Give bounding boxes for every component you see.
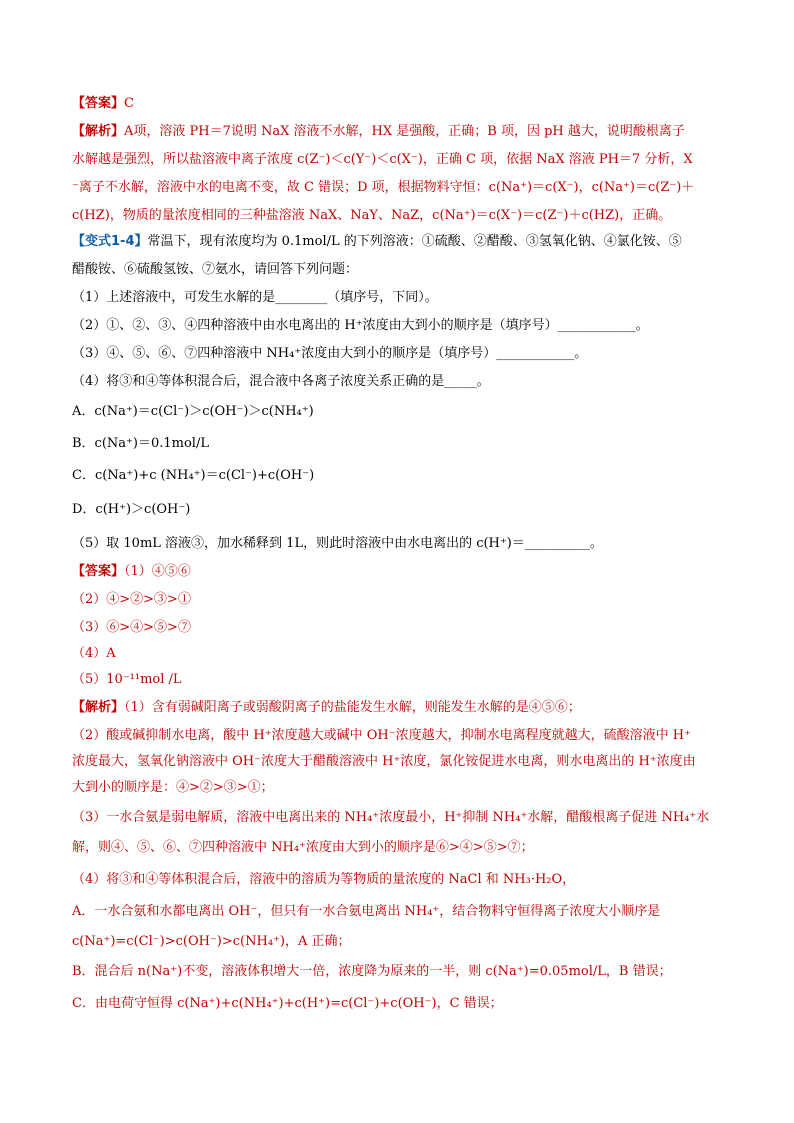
analysis2-line-2: （2）酸或碱抑制水电离，酸中 H⁺浓度越大或碱中 OH⁻浓度越大，抑制水电离程度就越大，硫酸溶液中 H⁺: [72, 728, 691, 743]
analysis2-line-6: 解，则④、⑤、⑥、⑦四种溶液中 NH₄⁺浓度由大到小的顺序是⑥>④>⑤>⑦；: [72, 840, 534, 855]
analysis2-line-11: C．由电荷守恒得 c(Na⁺)+c(NH₄⁺)+c(H⁺)=c(Cl⁻)+c(OH⁻)，C 错误；: [72, 996, 503, 1011]
analysis2-text-1: （1）含有弱碱阳离子或弱酸阴离子的盐能发生水解，则能发生水解的是④⑤⑥；: [124, 700, 581, 715]
answer-3: （3）⑥>④>⑤>⑦: [72, 620, 191, 635]
option-c: C．c(Na⁺)+c (NH₄⁺)＝c(Cl⁻)+c(OH⁻): [72, 468, 315, 483]
variant-stem-text-1: 常温下，现有浓度均为 0.1mol/L 的下列溶液：①硫酸、②醋酸、③氢氧化钠、④氯化铵、⑤: [147, 234, 682, 249]
analysis2-label: 【解析】: [72, 700, 125, 715]
answers-line-1: [72, 562, 722, 582]
question-3: （3）④、⑤、⑥、⑦四种溶液中 NH₄⁺浓度由大到小的顺序是（填序号）____________。: [72, 346, 588, 361]
analysis-line-3: ⁻离子不水解，溶液中水的电离不变，故 C 错误；D 项，根据物料守恒：c(Na⁺)＝c(X⁻)，c(Na⁺)＝c(Z⁻)＋: [72, 180, 695, 195]
question-2: （2）①、②、③、④四种溶液中由水电离出的 H⁺浓度由大到小的顺序是（填序号）____________。: [72, 318, 649, 333]
option-a: A．c(Na⁺)＝c(Cl⁻)＞c(OH⁻)＞c(NH₄⁺): [72, 404, 314, 419]
analysis2-line-9: c(Na⁺)=c(Cl⁻)>c(OH⁻)>c(NH₄⁺)，A 正确；: [72, 934, 351, 949]
variant-label: 【变式1-4】: [72, 234, 148, 249]
analysis-line-1: [72, 122, 722, 142]
analysis-label: 【解析】: [72, 124, 125, 139]
analysis2-line-4: 大到小的顺序是：④>②>③>①；: [72, 780, 274, 795]
question-5: （5）取 10mL 溶液③，加水稀释到 1L，则此时溶液中由水电离出的 c(H⁺)＝__________。: [72, 536, 603, 551]
analysis2-line-10: B．混合后 n(Na⁺)不变，溶液体积增大一倍，浓度降为原来的一半，则 c(Na⁺)=0.05mol/L，B 错误；: [72, 964, 672, 979]
analysis-text-1: A项，溶液 PH＝7说明 NaX 溶液不水解，HX 是强酸，正确；B 项，因 pH 越大，说明酸根离子: [124, 124, 685, 139]
answer-1: （1）④⑤⑥: [124, 564, 191, 579]
analysis2-line-1: [72, 698, 722, 718]
answers-label: 【答案】: [72, 564, 125, 579]
answer-line-1: [72, 94, 722, 114]
answer-2: （2）④>②>③>①: [72, 592, 191, 607]
analysis2-line-8: A．一水合氨和水都电离出 OH⁻，但只有一水合氨电离出 NH₄⁺，结合物料守恒得离子浓度大小顺序是: [72, 904, 661, 919]
question-4: （4）将③和④等体积混合后，混合液中各离子浓度关系正确的是_____。: [72, 374, 490, 389]
option-d: D．c(H⁺)＞c(OH⁻): [72, 502, 191, 517]
question-1: （1）上述溶液中，可发生水解的是________（填序号，下同）。: [72, 290, 438, 305]
analysis-line-2: 水解越是强烈，所以盐溶液中离子浓度 c(Z⁻)＜c(Y⁻)＜c(X⁻)，正确 C 项，依据 NaX 溶液 PH＝7 分析，X: [72, 152, 693, 167]
variant-stem-line-1: [72, 232, 722, 252]
variant-stem-line-2: 醋酸铵、⑥硫酸氢铵、⑦氨水，请回答下列问题：: [72, 262, 359, 277]
answer-label: 【答案】: [72, 96, 125, 111]
answer-5: （5）10⁻¹¹mol /L: [72, 672, 182, 687]
option-b: B．c(Na⁺)＝0.1mol/L: [72, 436, 209, 451]
analysis2-line-5: （3）一水合氨是弱电解质，溶液中电离出来的 NH₄⁺浓度最小，H⁺抑制 NH₄⁺水解，醋酸根离子促进 NH₄⁺水: [72, 810, 710, 825]
answer-4: （4）A: [72, 646, 116, 661]
answer-value: C: [124, 96, 134, 111]
analysis2-line-3: 浓度最大，氢氧化钠溶液中 OH⁻浓度大于醋酸溶液中 H⁺浓度，氯化铵促进水电离，则水电离出的 H⁺浓度由: [72, 754, 696, 769]
analysis2-line-7: （4）将③和④等体积混合后，溶液中的溶质为等物质的量浓度的 NaCl 和 NH₃·H₂O，: [72, 872, 576, 887]
analysis-line-4: c(HZ)，物质的量浓度相同的三种盐溶液 NaX、NaY、NaZ，c(Na⁺)＝c(X⁻)＝c(Z⁻)＋c(HZ)，正确。: [72, 208, 672, 223]
